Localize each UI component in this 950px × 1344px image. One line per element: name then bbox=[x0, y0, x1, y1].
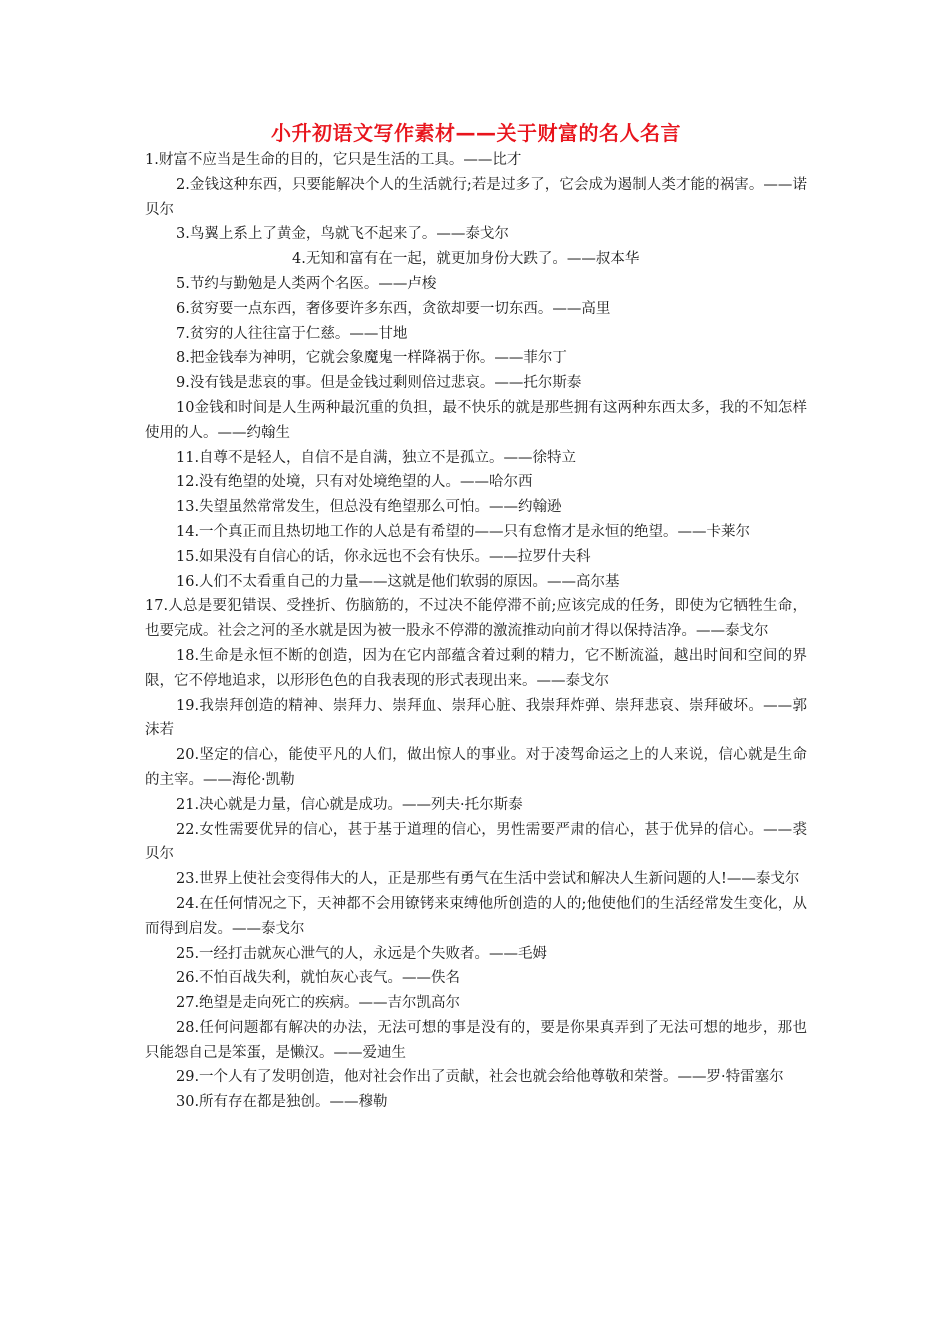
quote-8: 8.把金钱奉为神明，它就会象魔鬼一样降祸于你。——菲尔丁 bbox=[176, 350, 567, 367]
quote-25: 25.一经打击就灰心泄气的人，永远是个失败者。——毛姆 bbox=[176, 945, 548, 962]
quote-28: 28.任何问题都有解决的办法，无法可想的事是没有的，要是你果真弄到了无法可想的地步，那也只能怨自己是笨蛋，是懒汉。——爱迪生 bbox=[145, 1019, 807, 1061]
quote-26: 26.不怕百战失利，就怕灰心丧气。——佚名 bbox=[176, 970, 461, 987]
quote-16: 16.人们不太看重自己的力量——这就是他们软弱的原因。——高尔基 bbox=[176, 573, 620, 590]
quote-4: 4.无知和富有在一起，就更加身份大跌了。——叔本华 bbox=[292, 251, 640, 268]
quote-30: 30.所有存在都是独创。——穆勒 bbox=[176, 1094, 388, 1111]
quote-3: 3.鸟翼上系上了黄金，鸟就飞不起来了。——泰戈尔 bbox=[176, 226, 509, 243]
quote-29: 29.一个人有了发明创造，他对社会作出了贡献，社会也就会给他尊敬和荣誉。——罗·特雷塞尔 bbox=[176, 1069, 784, 1086]
quote-23: 23.世界上使社会变得伟大的人，正是那些有勇气在生活中尝试和解决人生新问题的人!——泰戈尔 bbox=[176, 871, 800, 888]
quote-15: 15.如果没有自信心的话，你永远也不会有快乐。——拉罗什夫科 bbox=[176, 548, 591, 565]
quote-21: 21.决心就是力量，信心就是成功。——列夫·托尔斯泰 bbox=[176, 796, 523, 813]
quote-7: 7.贫穷的人往往富于仁慈。——甘地 bbox=[176, 325, 408, 342]
quote-13: 13.失望虽然常常发生，但总没有绝望那么可怕。——约翰逊 bbox=[176, 499, 562, 516]
quote-6: 6.贫穷要一点东西，奢侈要许多东西，贪欲却要一切东西。——高里 bbox=[176, 300, 611, 317]
quote-9: 9.没有钱是悲哀的事。但是金钱过剩则倍过悲哀。——托尔斯泰 bbox=[176, 375, 582, 392]
quote-24: 24.在任何情况之下，天神都不会用镣铐来束缚他所创造的人的;他使他们的生活经常发生变化，从而得到启发。——泰戈尔 bbox=[145, 895, 807, 937]
quote-17: 17.人总是要犯错误、受挫折、伤脑筋的，不过决不能停滞不前;应该完成的任务，即使为它牺牲生命，也要完成。社会之河的圣水就是因为被一股永不停滞的激流推动向前才得以保持洁净。——泰戈尔 bbox=[145, 598, 807, 640]
quote-11: 11.自尊不是轻人，自信不是自满，独立不是孤立。——徐特立 bbox=[176, 449, 577, 466]
quote-5: 5.节约与勤勉是人类两个名医。——卢梭 bbox=[176, 275, 437, 292]
quote-14: 14.一个真正而且热切地工作的人总是有希望的——只有怠惰才是永恒的绝望。——卡莱尔 bbox=[176, 523, 751, 540]
quote-18: 18.生命是永恒不断的创造，因为在它内部蕴含着过剩的精力，它不断流溢，越出时间和空间的界限，它不停地追求，以形形色色的自我表现的形式表现出来。——泰戈尔 bbox=[145, 647, 807, 689]
quote-20: 20.坚定的信心，能使平凡的人们，做出惊人的事业。对于凌驾命运之上的人来说，信心就是生命的主宰。——海伦·凯勒 bbox=[145, 747, 807, 788]
quote-2: 2.金钱这种东西，只要能解决个人的生活就行;若是过多了，它会成为遏制人类才能的祸害。——诺贝尔 bbox=[145, 176, 807, 218]
quote-12: 12.没有绝望的处境，只有对处境绝望的人。——哈尔西 bbox=[176, 474, 533, 491]
document-title: 小升初语文写作素材——关于财富的名人名言 bbox=[271, 121, 681, 145]
quote-1: 1.财富不应当是生命的目的，它只是生活的工具。——比才 bbox=[145, 152, 522, 168]
quote-19: 19.我崇拜创造的精神、崇拜力、崇拜血、崇拜心脏、我崇拜炸弹、崇拜悲哀、崇拜破坏。——郭沫若 bbox=[145, 697, 807, 739]
quote-27: 27.绝望是走向死亡的疾病。——吉尔凯高尔 bbox=[176, 995, 461, 1012]
quote-10: 10金钱和时间是人生两种最沉重的负担，最不快乐的就是那些拥有这两种东西太多，我的不知怎样使用的人。——约翰生 bbox=[145, 399, 807, 441]
document-page bbox=[145, 118, 807, 1115]
quote-22: 22.女性需要优异的信心，甚于基于道理的信心，男性需要严肃的信心，甚于优异的信心。——裘贝尔 bbox=[145, 821, 807, 863]
